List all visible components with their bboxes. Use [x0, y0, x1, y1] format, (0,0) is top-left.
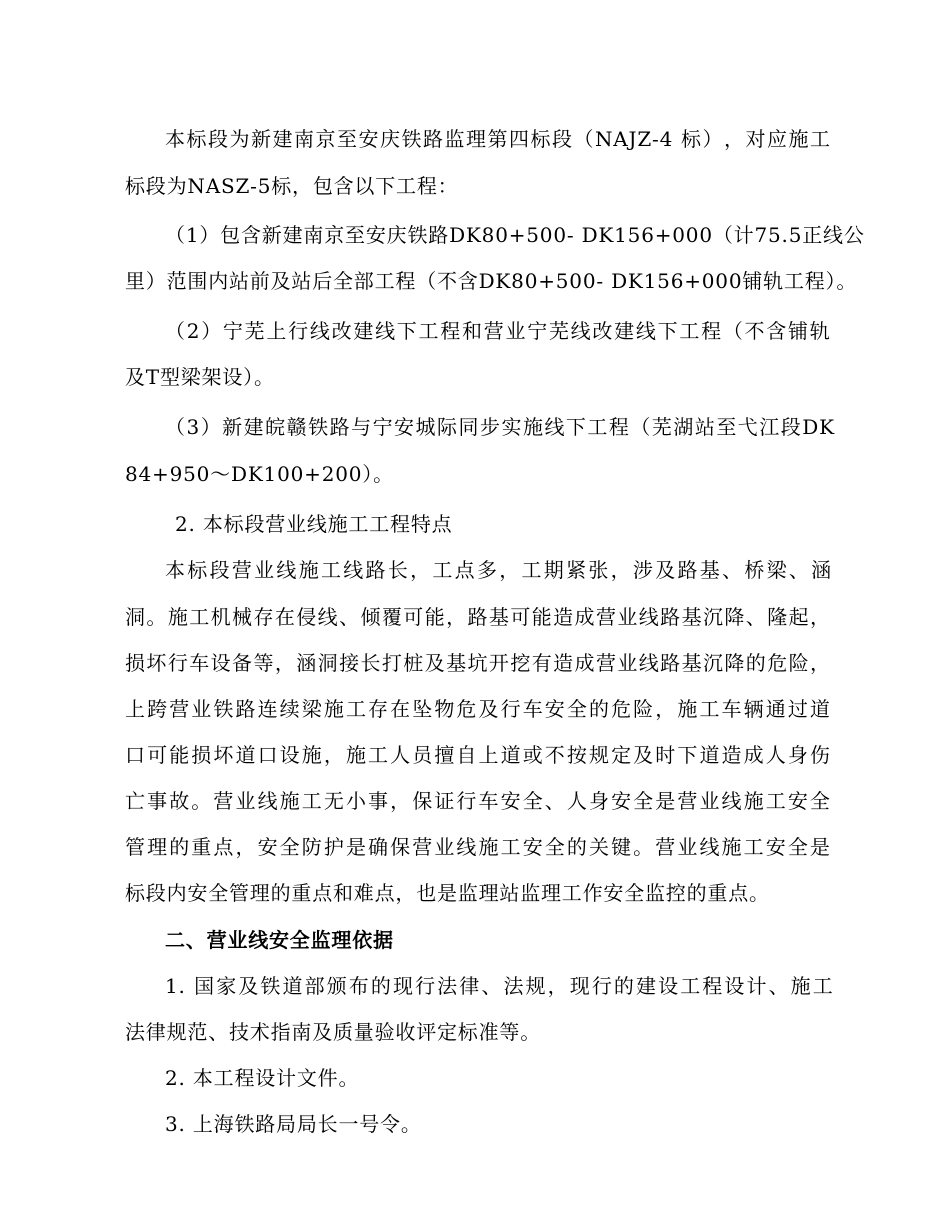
basis-1-line-2: 法律规范、技术指南及质量验收评定标准等。 [125, 1020, 541, 1044]
item-3-line-2: 84+950～DK100+200）。 [125, 462, 394, 486]
section-2-line-6: 亡 事 故 。 营 业 线 施 工 无 小 事 ， 保 证 行 车 安 全 、 人 身 安 全 是 营 业 线 施 工 安 全 [125, 789, 831, 813]
section-2-line-3: 损 坏 行 车 设 备 等 ， 涵 洞 接 长 打 桩 及 基 坑 开 挖 有 造 成 营 业 线 路 基 沉 降 的 危 险 ， [125, 651, 831, 675]
heading-2: 二、营业线安全监理依据 [165, 928, 394, 952]
section-2-line-1: 本 标 段 营 业 线 施 工 线 路 长 ， 工 点 多 ， 工 期 紧 张 ， 涉 及 路 基 、 桥 梁 、 涵 [165, 558, 832, 582]
item-1-line-1: （ 1 ） 包 含 新 建 南 京 至 安 庆 铁 路 DK80+500- DK156+000 （ 计 75.5 正 线 公 [165, 223, 865, 247]
basis-1-line-1: 1. 国 家 及 铁 道 部 颁 布 的 现 行 法 律 、 法 规 ， 现 行 的 建 设 工 程 设 计 、 施 工 [165, 974, 834, 998]
section-2-line-4: 上 跨 营 业 铁 路 连 续 梁 施 工 存 在 坠 物 危 及 行 车 安 全 的 危 险 ， 施 工 车 辆 通 过 道 [125, 697, 831, 721]
item-2-line-1: （ 2 ） 宁 芜 上 行 线 改 建 线 下 工 程 和 营 业 宁 芜 线 改 建 线 下 工 程 （ 不 含 铺 轨 [165, 319, 831, 343]
section-2-line-8: 标段内安全管理的重点和难点，也是监理站监理工作安全监控的重点。 [125, 881, 770, 905]
basis-3-line-1: 3. 上海铁路局局长一号令。 [165, 1112, 422, 1136]
item-2-line-2: 及T型梁架设）。 [125, 365, 275, 389]
section-2-line-7: 管 理 的 重 点 ， 安 全 防 护 是 确 保 营 业 线 施 工 安 全 的 关 键 。 营 业 线 施 工 安 全 是 [125, 835, 831, 859]
item-3-line-1: （ 3 ） 新 建 皖 赣 铁 路 与 宁 安 城 际 同 步 实 施 线 下 工 程 （ 芜 湖 站 至 弋 江 段 DK [165, 415, 835, 439]
intro-line-2: 标段为NASZ-5标，包含以下工程： [125, 174, 459, 198]
section-2-line-2: 洞 。 施 工 机 械 存 在 侵 线 、 倾 覆 可 能 ， 路 基 可 能 造 成 营 业 线 路 基 沉 降 、 隆 起 ， [125, 605, 831, 629]
item-1-line-2: 里）范围内站前及站后全部工程（不含DK80+500- DK156+000铺轨工程）。 [125, 269, 858, 293]
basis-2-line-1: 2. 本工程设计文件。 [165, 1066, 360, 1090]
intro-line-1: 本 标 段 为 新 建 南 京 至 安 庆 铁 路 监 理 第 四 标 段 （ NAJZ-4 标 ） ， 对 应 施 工 [165, 127, 831, 151]
section-2-title: 2. 本标段营业线施工工程特点 [175, 512, 453, 536]
section-2-line-5: 口 可 能 损 坏 道 口 设 施 ， 施 工 人 员 擅 自 上 道 或 不 按 规 定 及 时 下 道 造 成 人 身 伤 [125, 743, 831, 767]
